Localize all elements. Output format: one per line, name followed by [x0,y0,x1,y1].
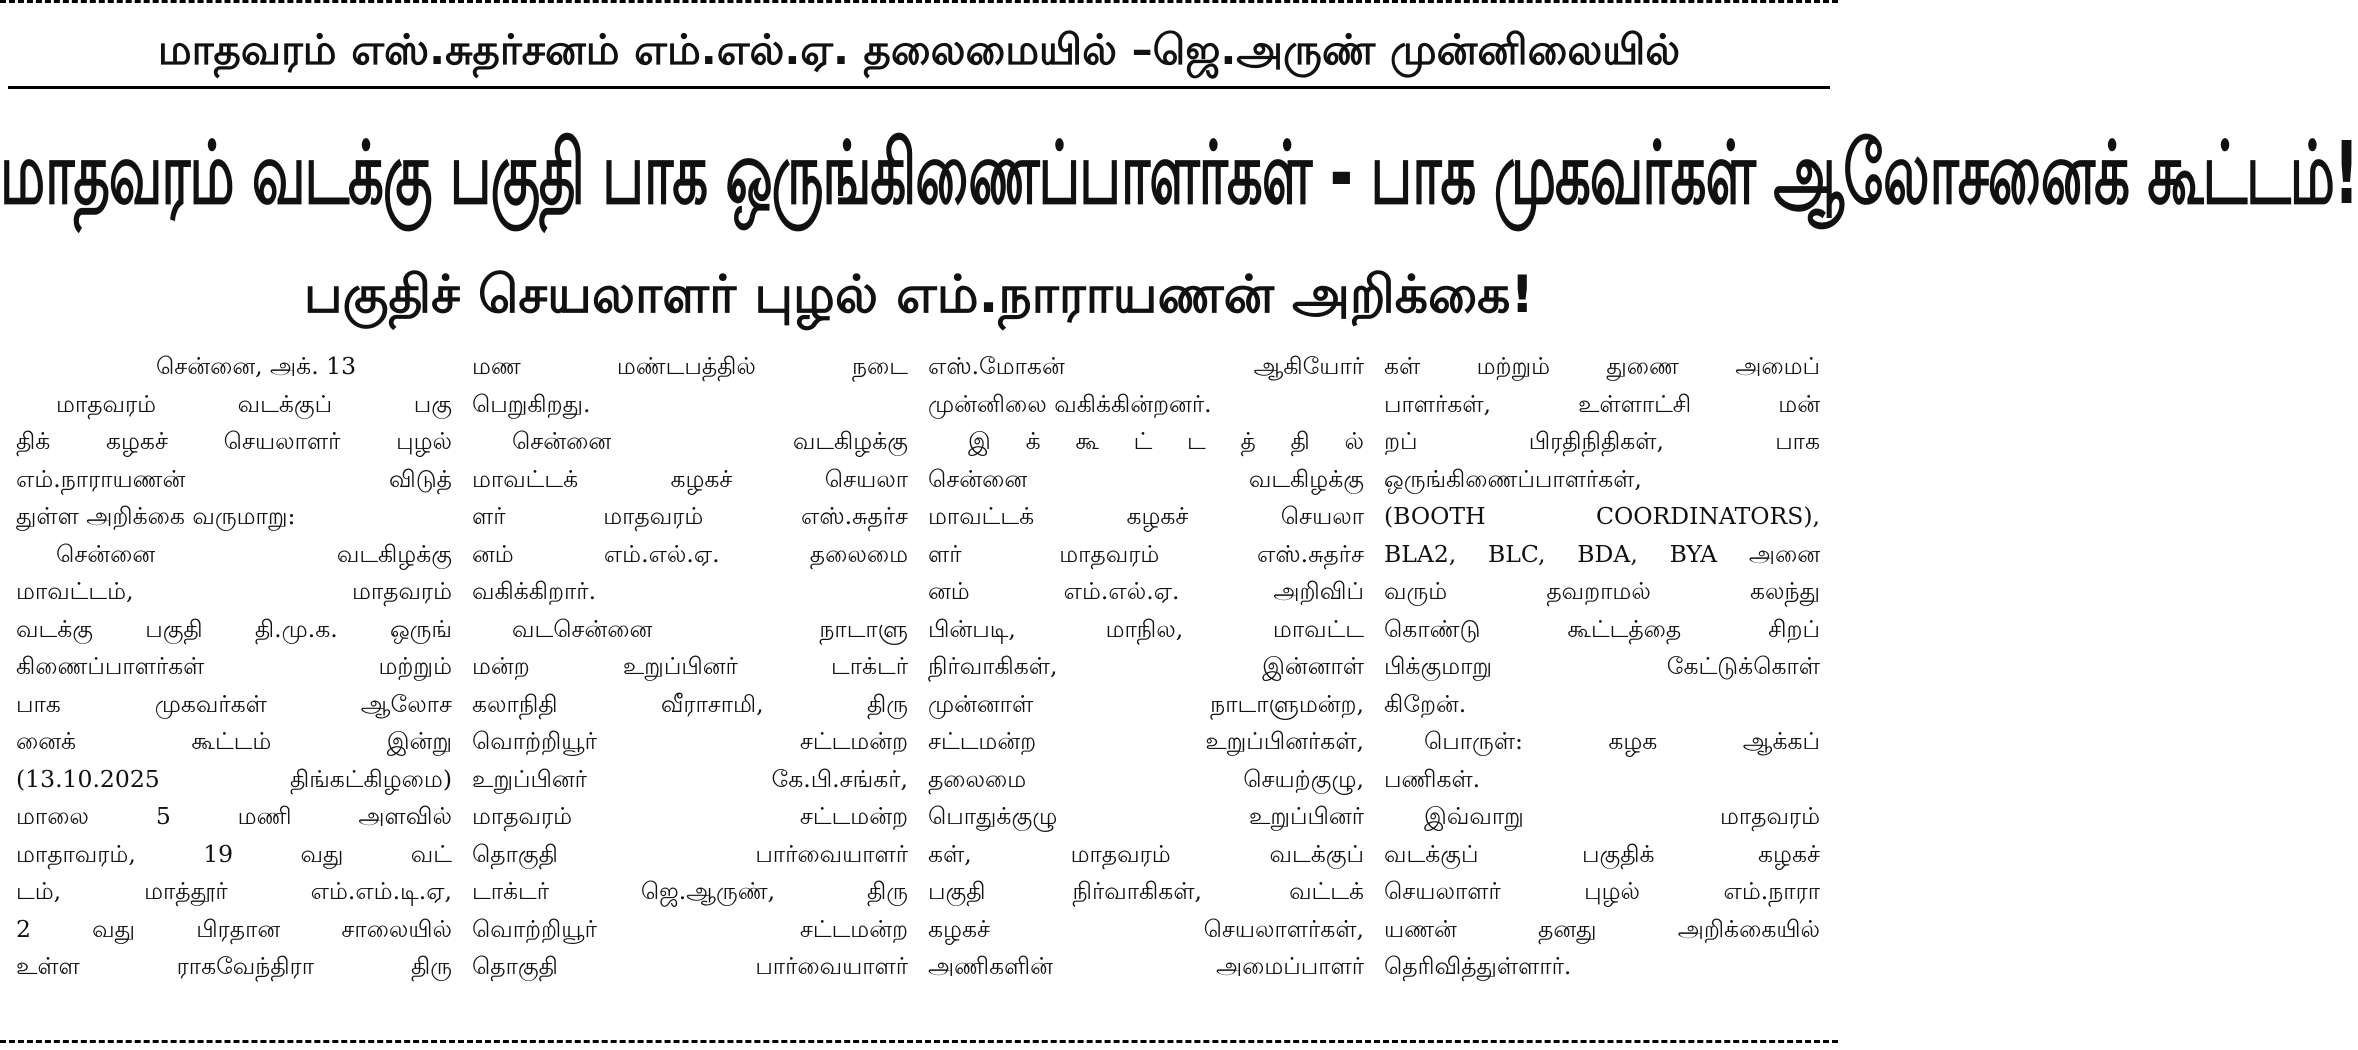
body-line: (BOOTH COORDINATORS), [1384,502,1820,530]
body-line: சட்டமன்ற உறுப்பினர்கள், [928,727,1364,755]
body-line: தெரிவித்துள்ளார். [1384,952,1572,980]
body-line: கள் மற்றும் துணை அமைப் [1384,352,1820,380]
body-line: இவ்வாறு மாதவரம் [1424,802,1820,830]
body-line: (13.10.2025 திங்கட்கிழமை) [16,764,452,793]
body-line: டாக்டர் ஜெ.ஆருண், திரு [472,877,908,905]
body-line: மாவட்டம், மாதவரம் [16,577,452,605]
body-line: றப் பிரதிநிதிகள், பாக [1384,427,1820,455]
body-line: கிணைப்பாளர்கள் மற்றும் [16,652,452,680]
body-line: 2 வது பிரதான சாலையில் [16,914,452,943]
body-line: மாலை 5 மணி அளவில் [16,802,452,830]
body-line: பாளர்கள், உள்ளாட்சி மன் [1384,389,1820,418]
body-line: கலாநிதி வீராசாமி, திரு [472,689,908,718]
body-line: கொண்டு கூட்டத்தை சிறப் [1384,614,1820,643]
column-2 [462,348,918,1024]
body-line: எஸ்.மோகன் ஆகியோர் [928,352,1364,380]
body-line: முன்னிலை வகிக்கின்றனர். [928,389,1212,418]
article-body [6,348,1832,1024]
body-line: சென்னை வடகிழக்கு [512,427,908,455]
body-line: இ க் கூ ட் ட த் தி ல் [968,427,1364,455]
body-line: பெறுகிறது. [472,389,591,418]
body-line: உள்ள ராகவேந்திரா திரு [16,952,452,980]
body-line: டம், மாத்தூர் எம்.எம்.டி.ஏ, [16,877,452,905]
body-line: கழகச் செயலாளர்கள், [928,914,1364,943]
body-line: ளர் மாதவரம் எஸ்.சுதர்ச [928,539,1364,568]
body-line: னம் எம்.எல்.ஏ. அறிவிப் [928,577,1364,605]
body-line: தலைமை செயற்குழு, [928,764,1364,793]
kicker-line: மாதவரம் எஸ்.சுதர்சனம் எம்.எல்.ஏ. தலைமையில் –ஜெ.அருண் முன்னிலையில் [157,25,1681,74]
body-line: எம்.நாராயணன் விடுத் [16,464,452,493]
body-line: தொகுதி பார்வையாளர் [472,952,908,980]
column-1 [6,348,462,1024]
body-line: பின்படி, மாநில, மாவட்ட [928,614,1364,643]
body-line: ளர் மாதவரம் எஸ்.சுதர்ச [472,502,908,530]
body-line: மாவட்டக் கழகச் செயலா [472,464,908,493]
body-line: மாதவரம் வடக்குப் பகு [56,389,452,418]
body-line: துள்ள அறிக்கை வருமாறு: [16,502,296,530]
body-line: வொற்றியூர் சட்டமன்ற [472,914,908,943]
body-line: செயலாளர் புழல் எம்.நாரா [1384,877,1820,905]
body-line: னம் எம்.எல்.ஏ. தலைமை [472,539,908,568]
body-line: பாக முகவர்கள் ஆலோச [16,689,452,718]
body-line: வொற்றியூர் சட்டமன்ற [472,727,908,755]
body-line: மண மண்டபத்தில் நடை [472,352,908,380]
body-line: முன்னாள் நாடாளுமன்ற, [928,689,1364,718]
body-line: பணிகள். [1384,764,1481,793]
body-line: கிறேன். [1384,689,1467,718]
body-line: திக் கழகச் செயலாளர் புழல் [16,427,452,455]
body-line: மன்ற உறுப்பினர் டாக்டர் [472,652,908,680]
dateline: சென்னை, அக். 13 [156,352,357,380]
body-line: நிர்வாகிகள், இன்னாள் [928,652,1364,680]
body-line: பொதுக்குழு உறுப்பினர் [928,802,1364,830]
top-dashed-rule [0,0,1838,6]
body-line: பகுதி நிர்வாகிகள், வட்டக் [928,877,1364,905]
body-line: வடக்கு பகுதி தி.மு.க. ஒருங் [16,614,452,643]
body-line: சென்னை வடகிழக்கு [928,464,1364,493]
body-line: BLA2, BLC, BDA, BYA அனை [1384,539,1820,568]
body-line: உறுப்பினர் கே.பி.சங்கர், [472,764,908,793]
subheadline: பகுதிச் செயலாளர் புழல் எம்.நாராயணன் அறிக்கை! [303,265,1535,325]
body-line: மாவட்டக் கழகச் செயலா [928,502,1364,530]
body-line: தொகுதி பார்வையாளர் [472,839,908,868]
column-3 [918,348,1374,1024]
body-line: வகிக்கிறார். [472,577,597,605]
column-4 [1374,348,1830,1024]
body-line: னைக் கூட்டம் இன்று [16,727,452,755]
body-line: கள், மாதவரம் வடக்குப் [928,839,1364,868]
body-line: மாதாவரம், 19 வது வட் [16,839,452,868]
body-line: மாதவரம் சட்டமன்ற [472,802,908,830]
body-line: ஒருங்கிணைப்பாளர்கள், [1384,464,1642,493]
bottom-dashed-rule [0,1040,1838,1043]
body-line: சென்னை வடகிழக்கு [56,539,452,568]
body-line: வடக்குப் பகுதிக் கழகச் [1384,839,1820,868]
body-line: யணன் தனது அறிக்கையில் [1384,914,1820,943]
body-line: பிக்குமாறு கேட்டுக்கொள் [1384,652,1820,680]
body-line: வடசென்னை நாடாளு [512,614,908,643]
body-line: அணிகளின் அமைப்பாளர் [928,952,1364,980]
headline: மாதவரம் வடக்கு பகுதி பாக ஒருங்கிணைப்பாளர்கள் - பாக முகவர்கள் ஆலோசனைக் கூட்டம்! [0,123,2358,225]
body-line: பொருள்: கழக ஆக்கப் [1424,727,1820,755]
body-line: வரும் தவறாமல் கலந்து [1384,577,1820,605]
